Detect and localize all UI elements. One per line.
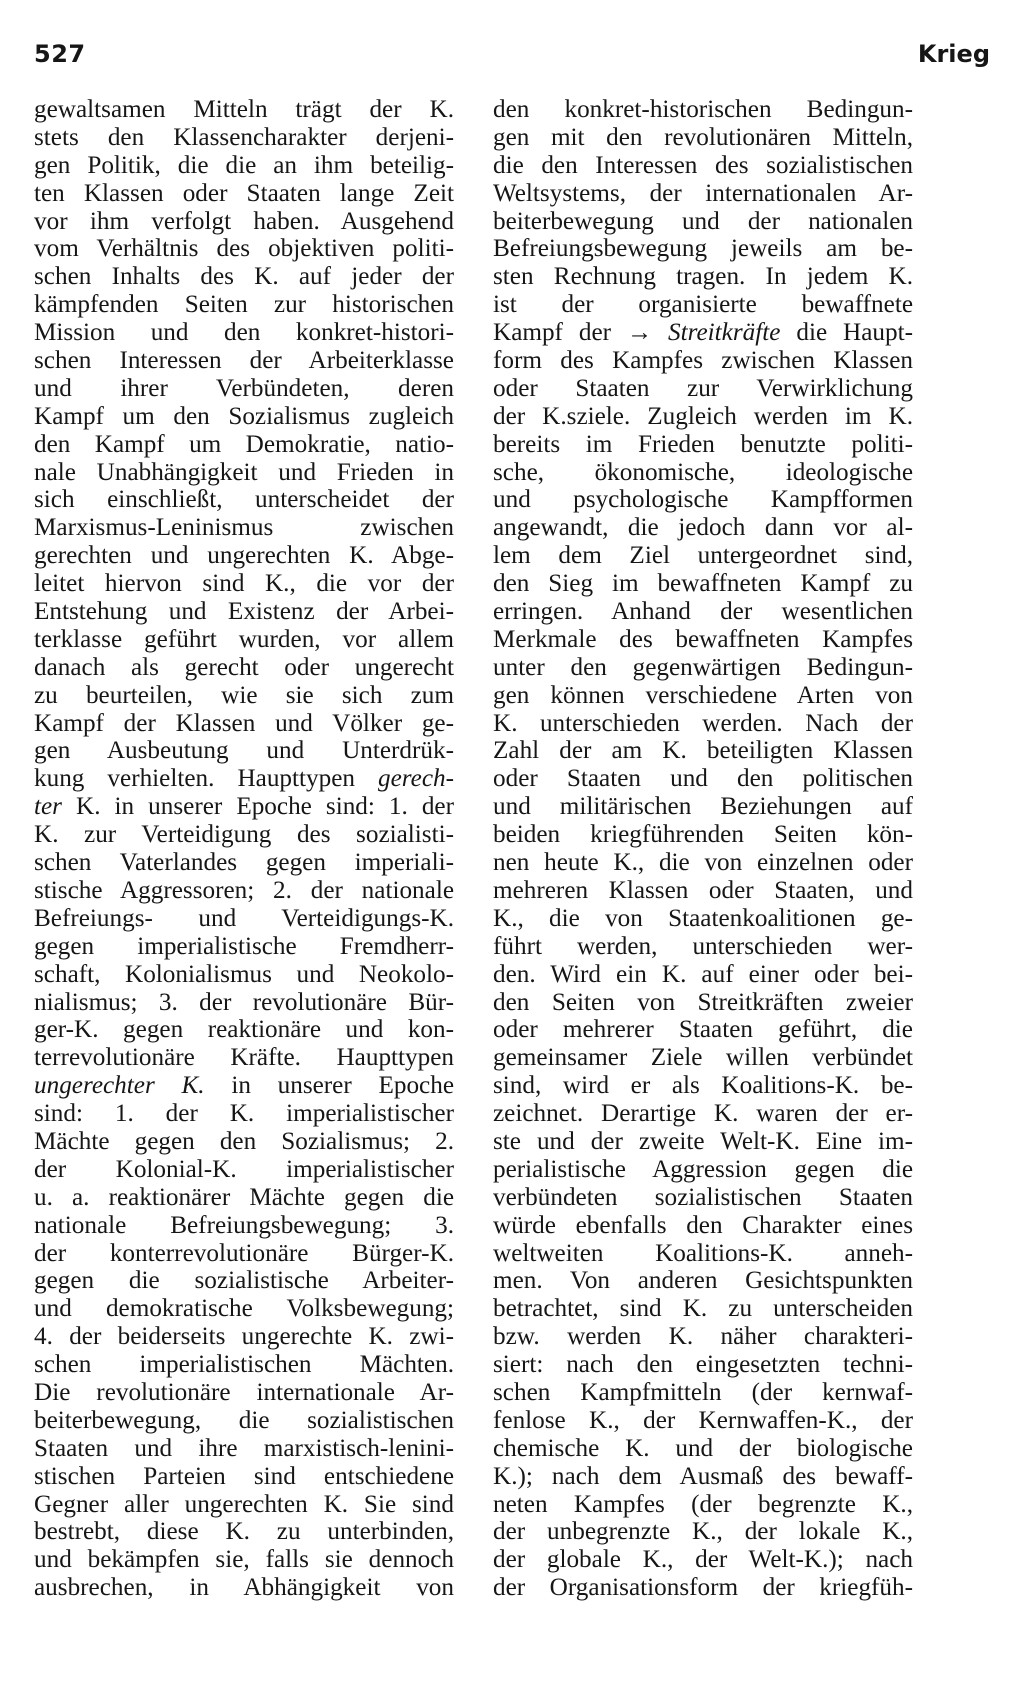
text-line: den Sieg im bewaffneten Kampf zu [493, 570, 913, 598]
text-line: Marxismus-Leninismus zwischen [34, 514, 454, 542]
text-line: gen mit den revolutionären Mitteln, [493, 123, 913, 151]
text-line: nale Unabhängigkeit und Frieden in [34, 458, 454, 486]
page-header [34, 40, 990, 80]
text-line: der konterrevolutionäre Bürger-K. [34, 1239, 454, 1267]
text-line: Befreiungsbewegung jeweils am be- [493, 235, 913, 263]
text-line: oder Staaten zur Verwirklichung [493, 374, 913, 402]
text-line: der Kolonial-K. imperialistischer [34, 1155, 454, 1183]
text-line: Kampf um den Sozialismus zugleich [34, 402, 454, 430]
text-line: gegen imperialistische Fremdherr- [34, 932, 454, 960]
text-line: form des Kampfes zwischen Klassen [493, 347, 913, 375]
text-line: unter den gegenwärtigen Bedingun- [493, 653, 913, 681]
text-line: nationale Befreiungsbewegung; 3. [34, 1211, 454, 1239]
text-line: gemeinsamer Ziele willen verbündet [493, 1044, 913, 1072]
text-line: schen Inhalts des K. auf jeder der [34, 263, 454, 291]
text-line: K. unterschieden werden. Nach der [493, 709, 913, 737]
text-line: ter K. in unserer Epoche sind: 1. der [34, 793, 454, 821]
text-line: der K.sziele. Zugleich werden im K. [493, 402, 913, 430]
text-line: u. a. reaktionärer Mächte gegen die [34, 1183, 454, 1211]
text-line: sten Rechnung tragen. In jedem K. [493, 263, 913, 291]
text-line: chemische K. und der biologische [493, 1434, 913, 1462]
text-line: gewaltsamen Mitteln trägt der K. [34, 96, 454, 123]
text-line: den Seiten von Streitkräften zweier [493, 988, 913, 1016]
text-line: schen Vaterlandes gegen imperiali- [34, 849, 454, 877]
text-line: und ihrer Verbündeten, deren [34, 374, 454, 402]
text-line: stets den Klassencharakter derjeni- [34, 123, 454, 151]
text-line: siert: nach den eingesetzten techni- [493, 1351, 913, 1379]
text-line: betrachtet, sind K. zu unterscheiden [493, 1295, 913, 1323]
text-line: den Kampf um Demokratie, natio- [34, 430, 454, 458]
text-line: bzw. werden K. näher charakteri- [493, 1323, 913, 1351]
text-line: weltweiten Koalitions-K. anneh- [493, 1239, 913, 1267]
text-line: die den Interessen des sozialistischen [493, 151, 913, 179]
text-line: perialistische Aggression gegen die [493, 1155, 913, 1183]
text-line: schaft, Kolonialismus und Neokolo- [34, 960, 454, 988]
text-line: gen Ausbeutung und Unterdrük- [34, 737, 454, 765]
text-line: Mächte gegen den Sozialismus; 2. [34, 1127, 454, 1155]
text-line: ste und der zweite Welt-K. Eine im- [493, 1127, 913, 1155]
text-line: den. Wird ein K. auf einer oder bei- [493, 960, 913, 988]
text-line: K., die von Staatenkoalitionen ge- [493, 904, 913, 932]
text-line: schen Kampfmitteln (der kernwaf- [493, 1378, 913, 1406]
left-text-column [34, 96, 454, 1602]
text-line: Die revolutionäre internationale Ar- [34, 1378, 454, 1406]
text-line: sind, wird er als Koalitions-K. be- [493, 1072, 913, 1100]
text-line: oder Staaten und den politischen [493, 765, 913, 793]
text-line: stischen Parteien sind entschiedene [34, 1462, 454, 1490]
text-line: mehreren Klassen oder Staaten, und [493, 876, 913, 904]
text-line: und psychologische Kampfformen [493, 486, 913, 514]
text-line: nialismus; 3. der revolutionäre Bür- [34, 988, 454, 1016]
text-line: K. zur Verteidigung des sozialisti- [34, 821, 454, 849]
text-line: beiterbewegung, die sozialistischen [34, 1406, 454, 1434]
text-line: zeichnet. Derartige K. waren der er- [493, 1100, 913, 1128]
text-line: und demokratische Volksbewegung; [34, 1295, 454, 1323]
text-line: leitet hiervon sind K., die vor der [34, 570, 454, 598]
text-line: gen Politik, die die an ihm beteilig- [34, 151, 454, 179]
text-line: schen Interessen der Arbeiterklasse [34, 347, 454, 375]
text-line: kämpfenden Seiten zur historischen [34, 291, 454, 319]
text-line: stische Aggressoren; 2. der nationale [34, 876, 454, 904]
text-line: K.); nach dem Ausmaß des bewaff- [493, 1462, 913, 1490]
text-line: fenlose K., der Kernwaffen-K., der [493, 1406, 913, 1434]
text-line: ausbrechen, in Abhängigkeit von [34, 1574, 454, 1602]
text-line: neten Kampfes (der begrenzte K., [493, 1490, 913, 1518]
text-line: angewandt, die jedoch dann vor al- [493, 514, 913, 542]
text-line: gen können verschiedene Arten von [493, 681, 913, 709]
running-head: Krieg [917, 40, 990, 68]
text-line: Entstehung und Existenz der Arbei- [34, 598, 454, 626]
text-line: bestrebt, diese K. zu unterbinden, [34, 1518, 454, 1546]
text-line: gerechten und ungerechten K. Abge- [34, 542, 454, 570]
text-line: vor ihm verfolgt haben. Ausgehend [34, 207, 454, 235]
text-line: der globale K., der Welt-K.); nach [493, 1546, 913, 1574]
text-line: sche, ökonomische, ideologische [493, 458, 913, 486]
text-line: danach als gerecht oder ungerecht [34, 653, 454, 681]
text-line: Merkmale des bewaffneten Kampfes [493, 625, 913, 653]
text-line: zu beurteilen, wie sie sich zum [34, 681, 454, 709]
text-line: den konkret-historischen Bedingun- [493, 96, 913, 123]
text-line: und militärischen Beziehungen auf [493, 793, 913, 821]
text-line: erringen. Anhand der wesentlichen [493, 598, 913, 626]
text-line: der Organisationsform der kriegfüh- [493, 1574, 913, 1602]
text-line: bereits im Frieden benutzte politi- [493, 430, 913, 458]
text-line: beiden kriegführenden Seiten kön- [493, 821, 913, 849]
text-line: Staaten und ihre marxistisch-lenini- [34, 1434, 454, 1462]
text-line: ten Klassen oder Staaten lange Zeit [34, 179, 454, 207]
text-line: ger-K. gegen reaktionäre und kon- [34, 1016, 454, 1044]
text-line: vom Verhältnis des objektiven politi- [34, 235, 454, 263]
text-line: terklasse geführt wurden, vor allem [34, 625, 454, 653]
text-line: gegen die sozialistische Arbeiter- [34, 1267, 454, 1295]
text-line: ist der organisierte bewaffnete [493, 291, 913, 319]
text-line: men. Von anderen Gesichtspunkten [493, 1267, 913, 1295]
text-line: nen heute K., die von einzelnen oder [493, 849, 913, 877]
text-line: der unbegrenzte K., der lokale K., [493, 1518, 913, 1546]
text-line: sind: 1. der K. imperialistischer [34, 1100, 454, 1128]
text-line: Kampf der → Streitkräfte die Haupt- [493, 319, 913, 347]
text-line: terrevolutionäre Kräfte. Haupttypen [34, 1044, 454, 1072]
text-line: Befreiungs- und Verteidigungs-K. [34, 904, 454, 932]
text-line: und bekämpfen sie, falls sie dennoch [34, 1546, 454, 1574]
page-number: 527 [34, 40, 86, 68]
text-line: Weltsystems, der internationalen Ar- [493, 179, 913, 207]
text-line: ungerechter K. in unserer Epoche [34, 1072, 455, 1100]
text-line: sich einschließt, unterscheidet der [34, 486, 454, 514]
text-line: verbündeten sozialistischen Staaten [493, 1183, 913, 1211]
right-text-column [493, 96, 913, 1602]
text-line: kung verhielten. Haupttypen gerech- [34, 765, 454, 793]
text-line: Kampf der Klassen und Völker ge- [34, 709, 454, 737]
text-line: würde ebenfalls den Charakter eines [493, 1211, 913, 1239]
text-line: 4. der beiderseits ungerechte K. zwi- [34, 1323, 454, 1351]
text-line: lem dem Ziel untergeordnet sind, [493, 542, 913, 570]
text-line: schen imperialistischen Mächten. [34, 1351, 454, 1379]
text-line: Mission und den konkret-histori- [34, 319, 454, 347]
text-line: führt werden, unterschieden wer- [493, 932, 913, 960]
text-line: oder mehrerer Staaten geführt, die [493, 1016, 913, 1044]
text-line: Zahl der am K. beteiligten Klassen [493, 737, 913, 765]
text-line: Gegner aller ungerechten K. Sie sind [34, 1490, 454, 1518]
text-line: beiterbewegung und der nationalen [493, 207, 913, 235]
